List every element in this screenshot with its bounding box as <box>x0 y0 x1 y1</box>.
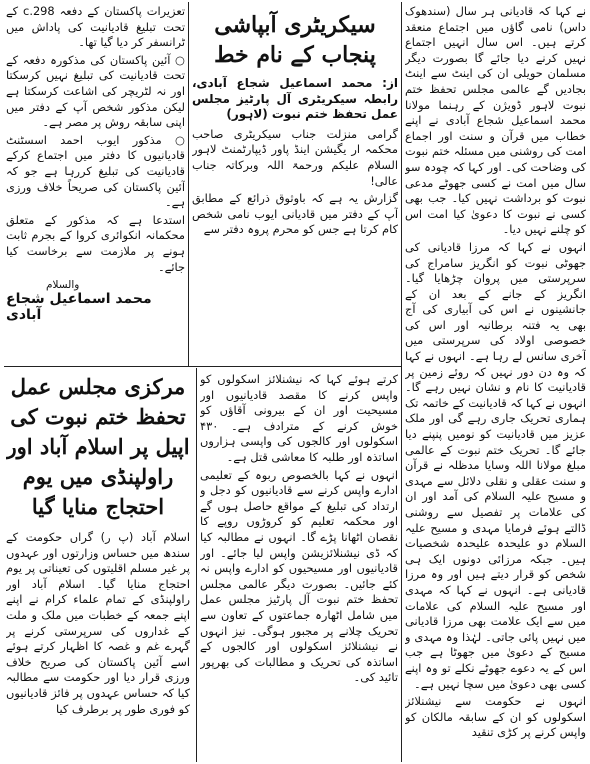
news-article <box>6 530 190 762</box>
right-column-article <box>405 4 586 762</box>
section-divider <box>4 366 401 367</box>
letter-title: سیکریٹری آبپاشی پنجاب کے نام خط <box>214 12 376 68</box>
column-divider <box>196 368 197 762</box>
news-headline-box <box>6 372 190 526</box>
middle-column-article <box>200 372 398 762</box>
letter-continued-section <box>6 4 185 364</box>
letter-paragraph: گرامی منزلت جناب سیکریٹری صاحب محکمہ ار یگیشن اینڈ پاور ڈیپارٹمنٹ لاہور السلام علیکم ورحمۃ اللہ وبرکاتہ جناب عالی! <box>192 126 398 188</box>
article-paragraph: نے کہا کہ قادیانی ہر سال (سندھوک داس) نامی گاؤں میں اجتماع منعقد کرتے ہیں۔ اس سال انہیں اجتماع نہیں کرنے دیا جائے گا بصورت دیگر مسلمان حویلی ان کی اینٹ سے اینٹ بجادیں گے عالمی مجلس تحفظ ختم نبوت لاہور ڈویژن کے رہنما مولانا محمد اسماعیل شجاع آبادی نے اپنے خطاب میں قرآن و سنت اور اجماع امت کی روشنی میں مسئلہ ختم نبوت کی وضاحت کی۔ اور کہا کہ چودہ سو سال میں امت نے کسی جھوٹے مدعی نبوت کو برداشت نہیں کیا۔ جب بھی کسی نے نبوت کا دعویٰ کیا امت اس کو چلنے نہیں دیا۔ <box>405 4 586 237</box>
article-paragraph: انہوں نے حکومت سے نیشنلائز اسکولوں کو ان کے سابقہ مالکان کو واپس کرنے پر کڑی تنقید <box>405 694 586 740</box>
article-paragraph: کرتے ہوئے کہا کہ نیشنلائز اسکولوں کو واپس کرنے کا مقصد قادیانیوں اور مسیحیت اور ان کے بیرونی آقاؤں کو خوش کرنے کے مترادف ہے۔ ۴۳۰ اسکولوں اور کالجوں کی واپسی ہزاروں اساتذہ اور طلبہ کا معاشی قتل ہے۔ <box>200 372 398 464</box>
letter-paragraph: گزارش یہ ہے کہ باوثوق ذرائع کے مطابق آپ کے دفتر میں قادیانی ایوب نامی شخص کام کرتا ہے جس کو محرم پروہ دفتر سے <box>192 191 398 237</box>
news-headline: مرکزی مجلس عمل تحفظ ختم نبوت کی اپیل پر اسلام آباد اور راولپنڈی میں یوم احتجاج منایا گیا <box>6 374 190 519</box>
column-divider <box>188 2 189 366</box>
letter-section <box>192 4 398 364</box>
column-divider <box>401 2 402 762</box>
letter-paragraph: ○ مذکور ایوب احمد اسسٹنٹ قادیانیوں کا دفتر میں اجتماع کرکے قادیانیت کی تبلیغ کررہا ہے جو کہ آئین پاکستان کی صریحاً خلاف ورزی ہے۔ <box>6 132 185 210</box>
letter-closing: والسلام <box>46 279 80 292</box>
article-paragraph: انہوں نے کہا کہ مرزا قادیانی کی جھوٹی نبوت کو انگریز سامراج کی سرپرستی میں پروان چڑھایا گیا۔ انگریز کے جانے کے بعد ان کے جانشینوں نے اس کی آبیاری کی آج بھی یہ فتنہ برطانیہ اور اس کی خصوصی اولاد کی سرپرستی میں آخری سانس لے رہا ہے۔ انہوں نے کہا کہ وہ دن دور نہیں کہ روئے زمین پر قادیانیت کا نام و نشان نہیں رہے گا۔ انہوں نے کہا کہ قادیانیت کے خاتمہ تک ہماری تحریک جاری رہے گی اور ملک عزیز میں قادیانیت کو نومیں پنپنے دیا جائے گا۔ تحریک ختم نبوت کے عالمی مبلغ مولانا اللہ وسایا مدظلہ نے قرآن و سنت عقلی و نقلی دلائل سے مہدی و مسیح علیہ السلام کی آمد اور ان کی علامات پر تفصیل سے روشنی ڈالتے ہوئے فرمایا مہدی و مسیح علیہ السلام دو علیحدہ علیحدہ شخصیات ہیں۔ جبکہ مرزائی دونوں ایک ہی شخص کو قرار دیتے ہیں اور وہ مرزا قادیانی ہے۔ انہوں نے کہا کہ مہدی اور مسیح علیہ السلام کی علامات میں سے ایک علامت بھی مرزا قادیانی میں نہیں پائی جاتی۔ لہٰذا وہ مہدی و مسیح کے دعویٰ میں جھوٹا ہے جب اس کے یہ دعوے جھوٹے نکلے تو وہ اپنے کسی بھی دعویٰ میں سچا نہیں ہے۔ <box>405 239 586 691</box>
article-paragraph: انہوں نے کہا بالخصوص ربوہ کے تعلیمی ادارے واپس کرنے سے قادیانیوں کو دجل و ارتداد کی تبلیغ کے مواقع حاصل ہوں گے اور محکمہ تعلیم کو کروڑوں روپے کا نقصان اٹھانا پڑے گا۔ انہوں نے مطالبہ کیا کہ ڈی نیشنلائزیشن واپس لیا جائے۔ اور قادیانیوں اور مسیحیوں کو ادارے واپس نہ کئے جائیں۔ بصورت دیگر عالمی مجلس تحفظ ختم نبوت آل پارٹیز مجلس عمل میں شامل اٹھارہ جماعتوں کے تعاون سے تحریک چلانے پر مجبور ہوگی۔ نیز انہوں نے نیشنلائز اسکولوں اور کالجوں کے اساتذہ کی تحریک و مطالبات کی بھرپور تائید کی۔ <box>200 467 398 685</box>
letter-byline: از: محمد اسماعیل شجاع آبادی، رابطہ سیکریٹری آل پارٹیز مجلس عمل تحفظ ختم نبوت (لاہور) <box>192 76 398 122</box>
letter-signature: محمد اسماعیل شجاع آبادی <box>6 291 152 324</box>
letter-paragraph: استدعا ہے کہ مذکور کے متعلق محکمانہ انکوائری کروا کے بجرم ثابت ہونے پر ملازمت سے برخاست کیا جائے۔ <box>6 212 185 274</box>
letter-paragraph: ○ آئین پاکستان کی مذکورہ دفعہ کے تحت قادیانیت کی تبلیغ نہیں کرسکتا اور نہ لٹریچر کی اشاعت کرسکتا ہے لیکن مذکور شخص آپ کے دفتر میں اپنی سابقہ روش پر مصر ہے۔ <box>6 52 185 130</box>
letter-paragraph: تعزیرات پاکستان کے دفعہ 298.c کے تحت تبلیغ قادیانیت کی پاداش میں ٹرانسفر کر دیا گیا تھا۔ <box>6 4 185 50</box>
news-paragraph: اسلام آباد (پ ر) گراں حکومت کے سندھ میں حساس وزارتوں اور عہدوں پر غیر مسلم اقلیتوں کی تعیناتی پر یوم احتجاج منایا گیا۔ اسلام آباد اور راولپنڈی کے تمام علماء کرام نے اپنے اپنے جمعہ کے خطبات میں ملک و ملت کے غداروں کی سرپرستی کرنے پر گہرے غم و غصہ کا اظہار کرتے ہوئے اسے آئین پاکستان کی صریح خلاف ورزی قرار دیا اور حکومت سے مطالبہ کیا کہ حساس عہدوں پر فائز قادیانیوں کو فوری طور پر برطرف کیا <box>6 530 190 716</box>
